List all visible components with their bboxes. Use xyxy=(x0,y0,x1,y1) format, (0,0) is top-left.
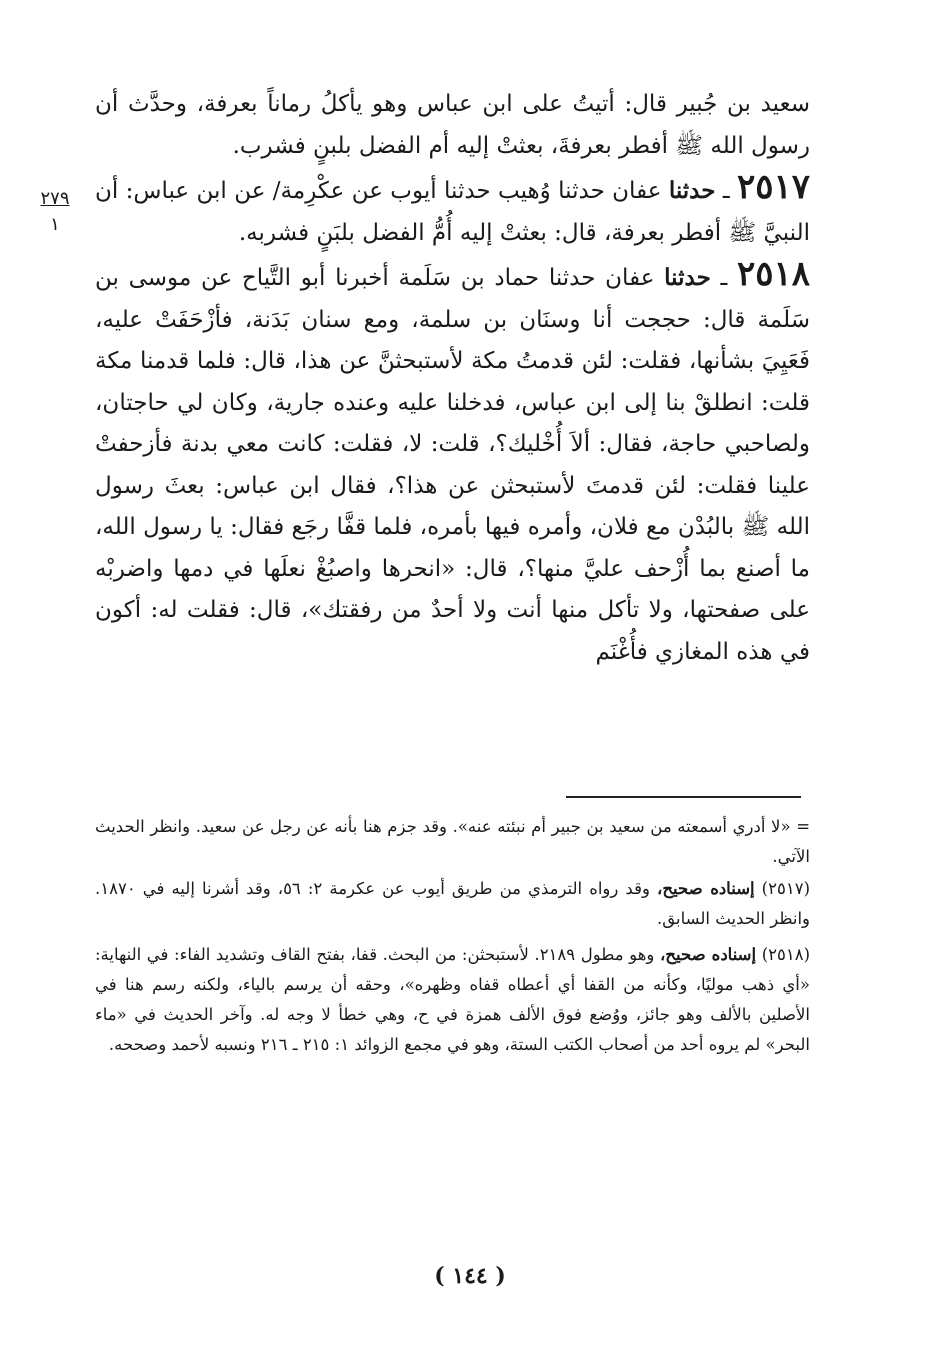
footnotes xyxy=(95,812,810,1066)
main-text xyxy=(95,84,810,673)
hadith-continuation: سعيد بن جُبير قال: أتيتُ على ابن عباس وهو يأكلُ رماناً بعرفة، وحدَّث أن رسول الله ﷺ أفطر بعرفةَ، بعثتْ إليه أم الفضل بلبنٍ فشرب. xyxy=(95,91,810,159)
page-number: ( ١٤٤ ) xyxy=(434,1263,506,1289)
footnote-grading: إسناده صحيح، xyxy=(659,945,757,964)
hadith-2518: ٢٥١٨ ـ حدثنا عفان حدثنا حماد بن سَلَمة أخبرنا أبو التَّياح عن موسى بن سَلَمة قال: حججت أنا وسنَان بن سلمة، ومع سنان بَدَنة، فأزْحَفَتْ عليه، فَعَيِيَ بشأنها، فقلت: لئن قدمتُ مكة لأستبحثنَّ عن هذا، قال: فلما قدمنا مكة قلت: انطلقْ بنا إلى ابن عباس، فدخلنا عليه وعنده جارية، وكان لي حاجتان، ولصاحبي حاجة، فقال: ألاَ أُخْليك؟، قلت: لا، فقلت: كانت معي بدنة فأزحفتْ علينا فقلت: لئن قدمتَ لأستبحثن عن هذا؟، فقال ابن عباس: بعثَ رسول الله ﷺ بالبُدْن مع فلان، وأمره فيها بأمره، فلما قفَّا رجَع فقال: يا رسول الله، ما أصنع بما أُزْحف عليَّ منها؟، قال: «انحرها واصبُغْ نعلَها في دمها واضربْه على صفحتها، ولا تأكل منها أنت ولا أحدٌ من رفقتك»، قال: فقلت له: أكون في هذه المغازي فأُغْنَم xyxy=(95,254,811,665)
hadith-keyword: حدثنا xyxy=(664,264,711,291)
footnote-number: (٢٥١٨) xyxy=(761,945,811,964)
footnote-number: (٢٥١٧) xyxy=(761,879,810,898)
hadith-number: ٢٥١٧ xyxy=(736,167,810,207)
margin-part-number: ١ xyxy=(50,214,60,235)
footnote-2517 xyxy=(95,874,810,934)
footnote-text: وقد رواه الترمذي من طريق أيوب عن عكرمة ٢: ٥٦، وقد أشرنا إليه في ١٨٧٠. وانظر الحديث السابق. xyxy=(95,879,810,928)
footnote-separator xyxy=(566,796,801,798)
hadith-number: ٢٥١٨ xyxy=(736,254,811,294)
footnote-text: «لا أدري أسمعته من سعيد بن جبير أم نبئته عنه». وقد جزم هنا بأنه عن رجل عن سعيد. وانظر الحديث الآتي. xyxy=(95,817,810,866)
margin-volume-reference xyxy=(25,186,85,238)
margin-page-number: ٢٧٩ xyxy=(40,188,70,209)
hadith-text: عفان حدثنا حماد بن سَلَمة أخبرنا أبو التَّياح عن موسى بن سَلَمة قال: حججت أنا وسنَان بن سلمة، ومع سنان بَدَنة، فأزْحَفَتْ عليه، فَعَيِيَ بشأنها، فقلت: لئن قدمتُ مكة لأستبحثنَّ عن هذا، قال: فلما قدمنا مكة قلت: انطلقْ بنا إلى ابن عباس، فدخلنا عليه وعنده جارية، وكان لي حاجتان، ولصاحبي حاجة، فقال: ألاَ أُخْليك؟، قلت: لا، فقلت: كانت معي بدنة فأزحفتْ علينا فقلت: لئن قدمتَ لأستبحثن عن هذا؟، فقال ابن عباس: بعثَ رسول الله ﷺ بالبُدْن مع فلان، وأمره فيها بأمره، فلما قفَّا رجَع فقال: يا رسول الله، ما أصنع بما أُزْحف عليَّ منها؟، قال: «انحرها واصبُغْ نعلَها في دمها واضربْه على صفحتها، ولا تأكل منها أنت ولا أحدٌ من رفقتك»، قال: فقلت له: أكون في هذه المغازي فأُغْنَم xyxy=(95,265,810,665)
footnote-text: وهو مطول ٢١٨٩. لأستبحثن: من البحث. قفا، بفتح القاف وتشديد الفاء: في النهاية: «أي ذهب موليًا، وكأنه من القفا أي أعطاه قفاه وظهره»، وحقه أن يرسم بالياء، ولكنه رسم هنا في الأصلين بالألف وهو جائز، ووُضع فوق الألف همزة في ح، وهي خطأ لا وجه له. وآخر الحديث في «ماء البحر» لم يروه أحد من أصحاب الكتب الستة، وهو في مجمع الزوائد ١: ٢١٥ ـ ٢١٦ ونسبه لأحمد وصححه. xyxy=(95,945,810,1054)
footnote-continuation xyxy=(95,812,810,872)
hadith-keyword: حدثنا xyxy=(668,177,716,204)
footnote-2518 xyxy=(95,940,810,1060)
hadith-text: عفان حدثنا وُهيب حدثنا أيوب عن عكْرِمة/ عن ابن عباس: أن النبيَّ ﷺ أفطر بعرفة، قال: بعثتْ إليه أُمُّ الفضل بلبَنٍ فشربه. xyxy=(95,178,810,246)
continuation-marker: = xyxy=(796,817,811,836)
footnote-grading: إسناده صحيح، xyxy=(657,879,755,898)
hadith-2517: ٢٥١٧ ـ حدثنا عفان حدثنا وُهيب حدثنا أيوب عن عكْرِمة/ عن ابن عباس: أن النبيَّ ﷺ أفطر بعرفة، قال: بعثتْ إليه أُمُّ الفضل بلبَنٍ فشربه. xyxy=(95,167,810,246)
